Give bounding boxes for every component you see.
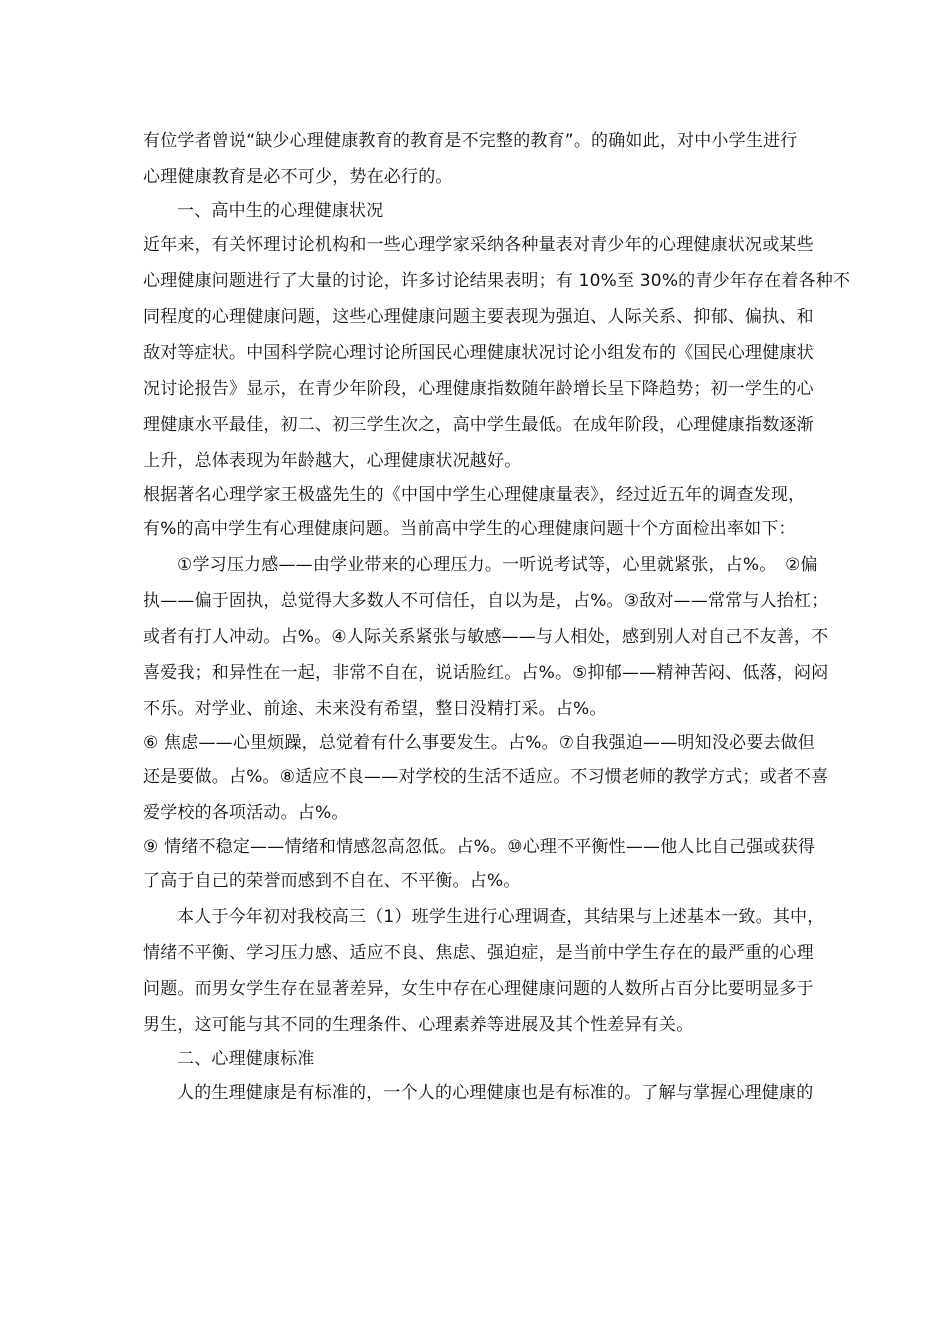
text-line: 上升，总体表现为年龄越大，心理健康状况越好。 [143,451,522,471]
text-line: 有%的高中学生有心理健康问题。当前高中学生的心理健康问题十个方面检出率如下： [143,519,796,539]
text-line: 况讨论报告》显示，在青少年阶段，心理健康指数随年龄增长呈下降趋势；初一学生的心 [143,379,814,399]
text-line: 本人于今年初对我校高三（1）班学生进行心理调查，其结果与上述基本一致。其中， [177,907,825,927]
text-line: 人的生理健康是有标准的，一个人的心理健康也是有标准的。了解与掌握心理健康的 [177,1083,814,1103]
text-line: ①学习压力感——由学业带来的心理压力。一听说考试等，心里就紧张，占%。 ②偏 [177,555,818,575]
document-body [143,123,851,1111]
text-line: 爱学校的各项活动。占%。 [143,803,349,823]
section-heading: 二、心理健康标准 [177,1049,315,1069]
text-line: 心理健康教育是必不可少，势在必行的。 [143,167,453,187]
text-line: 还是要做。占%。⑧适应不良——对学校的生活不适应。不习惯老师的教学方式；或者不喜 [143,767,829,787]
text-line: 喜爱我；和异性在一起，非常不自在，说话脸红。占%。⑤抑郁——精神苦闷、低落，闷闷 [143,663,829,683]
text-line: 根据著名心理学家王极盛先生的《中国中学生心理健康量表》，经过近五年的调查发现， [143,485,806,505]
text-line: 近年来，有关怀理讨论机构和一些心理学家采纳各种量表对青少年的心理健康状况或某些 [143,235,814,255]
text-line: 不乐。对学业、前途、未来没有希望，整日没精打采。占%。 [143,699,607,719]
text-line: 同程度的心理健康问题，这些心理健康问题主要表现为强迫、人际关系、抑郁、偏执、和 [143,307,814,327]
text-line: ⑨ 情绪不稳定——情绪和情感忽高忽低。占%。⑩心理不平衡性——他人比自己强或获得 [143,837,816,857]
text-line: 理健康水平最佳，初二、初三学生次之，高中学生最低。在成年阶段，心理健康指数逐渐 [143,415,814,435]
text-line: 男生，这可能与其不同的生理条件、心理素养等进展及其个性差异有关。 [143,1015,694,1035]
text-line: 有位学者曾说“缺少心理健康教育的教育是不完整的教育”。的确如此，对中小学生进行 [143,131,798,151]
text-line: 心理健康问题进行了大量的讨论，许多讨论结果表明；有 10%至 30%的青少年存在着各种不 [143,271,851,291]
text-line: 情绪不平衡、学习压力感、适应不良、焦虑、强迫症，是当前中学生存在的最严重的心理 [143,943,814,963]
section-heading: 一、高中生的心理健康状况 [177,201,384,221]
text-line: 问题。而男女学生存在显著差异，女生中存在心理健康问题的人数所占百分比要明显多于 [143,979,814,999]
text-line: ⑥ 焦虑——心里烦躁，总觉着有什么事要发生。占%。⑦自我强迫——明知没必要去做但 [143,733,816,753]
text-line: 执——偏于固执，总觉得大多数人不可信任，自以为是，占%。③敌对——常常与人抬杠； [143,591,829,611]
text-line: 或者有打人冲动。占%。④人际关系紧张与敏感——与人相处，感到别人对自己不友善，不 [143,627,829,647]
text-line: 了高于自己的荣誉而感到不自在、不平衡。占%。 [143,871,521,891]
text-line: 敌对等症状。中国科学院心理讨论所国民心理健康状况讨论小组发布的《国民心理健康状 [143,343,814,363]
